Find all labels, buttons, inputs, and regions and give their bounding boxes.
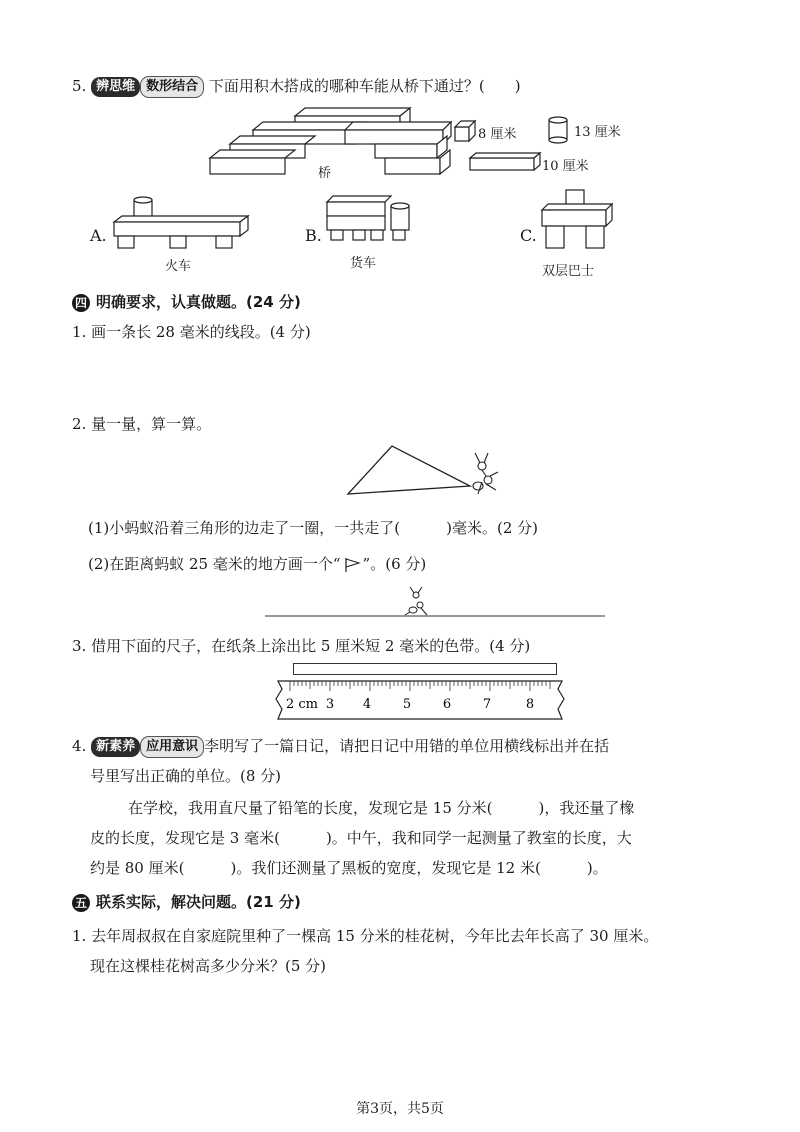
- option-b-truck-figure: [325, 190, 420, 252]
- option-c-bus-figure: [540, 186, 620, 262]
- legend-cube-height: 8 厘米: [478, 127, 517, 142]
- section-4-heading: [72, 292, 301, 312]
- s4-q4-number: 4.: [72, 737, 87, 755]
- q5-tag-thinking: 辨思维: [91, 77, 140, 97]
- s4-q2-part1-text-a: (1)小蚂蚁沿着三角形的边走了一圈，一共走了(: [88, 519, 401, 537]
- s4-question-2: 2. 量一量，算一算。: [72, 415, 212, 433]
- option-a-train-figure: [110, 188, 255, 256]
- option-a-label: 火车: [165, 259, 192, 274]
- flag-icon: [341, 557, 363, 573]
- diary-line-1: [128, 798, 634, 818]
- s4-question-4-line2: 号里写出正确的单位。(8 分): [90, 767, 282, 785]
- diary-line-1-b: )，我还量了橡: [538, 799, 635, 817]
- q4-tag-new-literacy: 新素养: [91, 737, 140, 757]
- s4-q2-part2-text-a: (2)在距离蚂蚁 25 毫米的地方画一个“: [88, 555, 341, 573]
- section-5-number-icon: 五: [72, 894, 90, 912]
- q5-question-text: 下面用积木搭成的哪种车能从桥下通过？( ): [208, 77, 521, 95]
- ruler-label-3: 3: [325, 697, 335, 712]
- diary-line-2: [90, 828, 632, 848]
- paper-strip[interactable]: [293, 663, 557, 675]
- s5-question-1-line2: 现在这棵桂花树高多少分米？(5 分): [90, 957, 327, 975]
- s4-q2-part1: [88, 518, 538, 538]
- option-c-label: 双层巴士: [542, 264, 595, 279]
- s5-question-1-line1: 1. 去年周叔叔在自家庭院里种了一棵高 15 分米的桂花树，今年比去年长高了 30 厘米。: [72, 927, 659, 945]
- diary-line-1-a: 在学校，我用直尺量了铅笔的长度，发现它是 15 分米(: [128, 799, 493, 817]
- ruler: [272, 677, 572, 723]
- ant-on-line-icon: [405, 587, 427, 615]
- option-b-letter: B.: [305, 226, 322, 245]
- s4-q2-part1-text-b: )毫米。(2 分): [446, 519, 538, 537]
- legend-cylinder-height: 13 厘米: [574, 125, 621, 140]
- diary-line-3-a: 约是 80 厘米(: [90, 859, 185, 877]
- ant-icon: [473, 453, 498, 494]
- option-b-label: 货车: [350, 256, 377, 271]
- ruler-label-4: 4: [362, 697, 372, 712]
- ruler-label-7: 7: [482, 697, 492, 712]
- s4-q2-part2: [88, 554, 426, 574]
- q4-tag-application: 应用意识: [140, 736, 204, 758]
- ant-line-figure: [255, 586, 615, 622]
- section-5-title: 联系实际，解决问题。(21 分): [96, 893, 301, 911]
- s4-question-3: 3. 借用下面的尺子，在纸条上涂出比 5 厘米短 2 毫米的色带。(4 分): [72, 637, 531, 655]
- legend-slab-height: 10 厘米: [542, 159, 589, 174]
- page-footer: 第3页，共5页: [356, 1101, 444, 1117]
- option-c-letter: C.: [520, 226, 537, 245]
- ruler-label-8: 8: [525, 697, 535, 712]
- diary-line-2-b: )。中午，我和同学一起测量了教室的长度，大: [325, 829, 632, 847]
- option-a-letter: A.: [90, 226, 107, 245]
- q5-tag-shape-number: 数形结合: [140, 76, 204, 98]
- q5-header: [72, 76, 521, 98]
- cylinder-block-icon: [545, 114, 575, 146]
- s4-question-1: 1. 画一条长 28 毫米的线段。(4 分): [72, 323, 311, 341]
- section-4-title: 明确要求，认真做题。(24 分): [96, 293, 301, 311]
- diary-line-3-b: )。我们还测量了黑板的宽度，发现它是 12 米(: [230, 859, 541, 877]
- s4-question-4-line1: [72, 736, 609, 758]
- slab-block-icon: [468, 150, 548, 174]
- s4-q4-line1-text: 李明写了一篇日记，请把日记中用错的单位用横线标出并在括: [204, 737, 610, 755]
- ruler-label-2: 2 cm: [286, 697, 319, 712]
- diary-line-3: [90, 858, 608, 878]
- section-5-heading: [72, 892, 301, 912]
- section-4-number-icon: 四: [72, 294, 90, 312]
- diary-line-3-c: )。: [586, 859, 608, 877]
- s4-q2-part2-text-b: ”。(6 分): [362, 555, 427, 573]
- diary-line-2-a: 皮的长度，发现它是 3 毫米(: [90, 829, 280, 847]
- bridge-label: 桥: [318, 166, 332, 181]
- ruler-label-6: 6: [442, 697, 452, 712]
- q5-number: 5.: [72, 77, 87, 95]
- triangle-figure: [340, 436, 510, 506]
- ruler-label-5: 5: [402, 697, 412, 712]
